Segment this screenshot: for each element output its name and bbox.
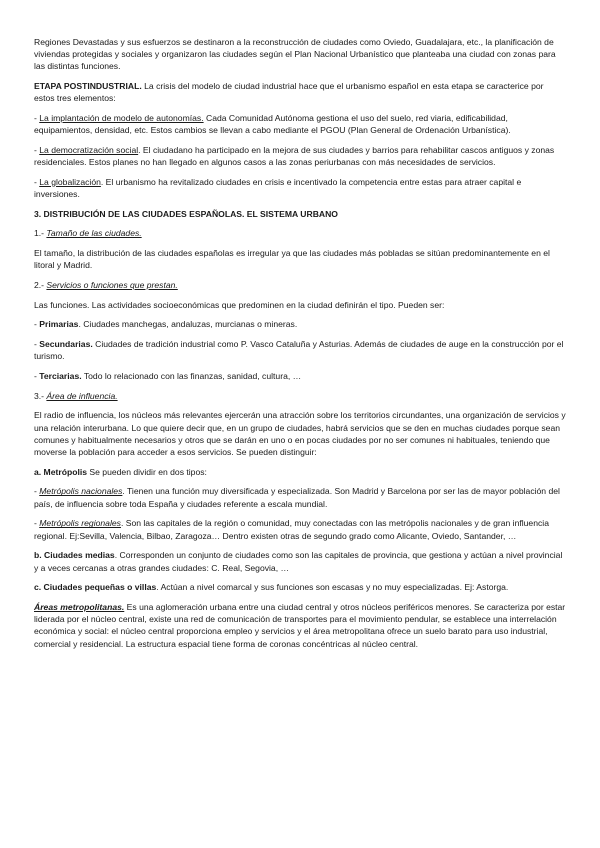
subsection-number: 2.-	[34, 280, 47, 291]
ciudades-pequenas	[34, 581, 566, 593]
subsection-title: Área de influencia.	[46, 390, 118, 401]
etapa-title: ETAPA POSTINDUSTRIAL.	[34, 81, 142, 92]
element-text: . El urbanismo ha revitalizado ciudades en crisis e incentivado la competencia entre estas para atraer capital e inversiones.	[34, 176, 522, 200]
subsection-1-text: El tamaño, la distribución de las ciudades españolas es irregular ya que las ciudades más pobladas se sitúan predominantemente en el litoral y Madrid.	[34, 248, 550, 271]
subsection-number: 3.-	[34, 390, 47, 401]
element-term: La implantación de modelo de autonomías.	[39, 113, 204, 124]
metropolis-heading	[34, 466, 566, 478]
subsection-3-heading	[34, 390, 566, 402]
metropolis-term: Metrópolis regionales	[39, 518, 121, 529]
bullet-dash: -	[34, 144, 40, 155]
subsection-3-text: El radio de influencia, los núcleos más relevantes ejercerán una atracción sobre los territorios circundantes, una organización de servicios y una relación interurbana. Lo que quiere decir que, en un grupo de ciudades, habrá servicios que se den en muchas ciudades porque sean comunes y habitualmente necesarios y otros que se darán en uno o en pocas ciudades por no ser comunes ni habituales, teniendo que moverse la población para acceder a esos servicios. Se pueden distinguir:	[34, 410, 566, 458]
element-globalizacion	[34, 176, 566, 200]
metropolis-term: Metrópolis nacionales	[39, 486, 123, 497]
ciudades-medias	[34, 549, 566, 573]
bullet-dash: -	[34, 319, 40, 330]
subsection-title: Tamaño de las ciudades.	[46, 228, 142, 239]
paragraph-regiones-devastadas: Regiones Devastadas y sus esfuerzos se destinaron a la reconstrucción de ciudades como Oviedo, Guadalajara, etc., la planificación de viviendas protegidas y sociales y organizaron las ciudades según el Plan Nacional Urbanístico que planteaba una ciudad con zonas para las distintas funciones.	[34, 37, 556, 72]
areas-text: Es una aglomeración urbana entre una ciudad central y otros núcleos periféricos menores. Se caracteriza por estar liderada por el núcleo central, existe una red de comunicación de transportes para el movimiento pendular, se establece una interrelación económica y social: el núcleo central proporciona empleo y servicios y el área metropolitana ofrece un suelo barato para uso industrial, comercial y residencial. La estructura espacial tiene forma de coronas concéntricas al núcleo central.	[34, 601, 566, 649]
element-text: Cada Comunidad Autónoma gestiona el uso del suelo, red viaria, edificabilidad, equipamientos, densidad, etc. Estos cambios se llevan a cabo mediante el PGOU (Plan General de Ordenación Urbanística).	[34, 113, 511, 136]
metropolis-type-text: . Son las capitales de la región o comunidad, muy conectadas con las metrópolis nacionales y de gran influencia regional. Ej:Sevilla, Valencia, Bilbao, Zaragoza… Dentro existen otras de segundo grado como Alicante, Oviedo, Santander, …	[34, 518, 549, 541]
pequenas-label: c. Ciudades pequeñas o villas	[34, 582, 157, 593]
bullet-dash: -	[34, 339, 40, 350]
funcion-term: Secundarias.	[39, 339, 93, 350]
bullet-dash: -	[34, 518, 40, 529]
element-autonomias	[34, 112, 566, 136]
bullet-dash: -	[34, 176, 40, 187]
areas-metropolitanas	[34, 601, 566, 650]
funcion-text: Todo lo relacionado con las finanzas, sanidad, cultura, …	[81, 371, 302, 382]
subsection-title: Servicios o funciones que prestan.	[46, 280, 178, 291]
funcion-term: Terciarias.	[39, 371, 82, 382]
element-text: . El ciudadano ha participado en la mejora de sus ciudades y barrios para rehabilitar cascos antiguos y zonas residenciales. Estos planes no han llegado en algunos casos a las zonas periurbanas con más necesidades de servicios.	[34, 144, 555, 168]
metropolis-label: a. Metrópolis	[34, 466, 88, 477]
funcion-text: . Ciudades manchegas, andaluzas, murcianas o mineras.	[78, 319, 298, 330]
medias-label: b. Ciudades medias	[34, 550, 115, 561]
etapa-text: La crisis del modelo de ciudad industrial hace que el urbanismo español en esta etapa se caracterice por estos tres elementos:	[34, 81, 544, 104]
paragraph-etapa-postindustrial	[34, 80, 566, 104]
bullet-dash: -	[34, 486, 40, 497]
medias-text: . Corresponden un conjunto de ciudades como son las capitales de provincia, que gestiona y actúan a nivel provincial y a veces cercanas a otras grandes ciudades: C. Real, Segovia, …	[34, 550, 563, 573]
element-term: La globalización	[39, 176, 101, 187]
areas-label: Áreas metropolitanas.	[34, 601, 125, 612]
funcion-text: Ciudades de tradición industrial como P. Vasco Cataluña y Asturias. Además de ciudades de auge en la construcción por el turismo.	[34, 339, 564, 362]
metropolis-type-text: . Tienen una función muy diversificada y especializada. Son Madrid y Barcelona por ser las de mayor población del país, de influencia sobre toda España y ciudades referente a escala mundial.	[34, 486, 560, 509]
section-3-heading: 3. DISTRIBUCIÓN DE LAS CIUDADES ESPAÑOLAS. EL SISTEMA URBANO	[34, 208, 338, 219]
metropolis-regionales	[34, 517, 566, 541]
element-democratizacion	[34, 144, 566, 168]
funcion-secundarias	[34, 338, 566, 362]
element-term: La democratización social	[39, 144, 139, 155]
bullet-dash: -	[34, 113, 40, 124]
funcion-terciarias	[34, 370, 566, 382]
subsection-2-text: Las funciones. Las actividades socioeconómicas que predominen en la ciudad definirán el tipo. Pueden ser:	[34, 299, 445, 310]
subsection-2-heading	[34, 279, 566, 291]
funcion-term: Primarias	[39, 319, 79, 330]
subsection-1-heading	[34, 227, 566, 239]
metropolis-text: Se pueden dividir en dos tipos:	[87, 466, 207, 477]
bullet-dash: -	[34, 371, 40, 382]
funcion-primarias	[34, 318, 566, 330]
metropolis-nacionales	[34, 485, 566, 509]
subsection-number: 1.-	[34, 228, 47, 239]
pequenas-text: . Actúan a nivel comarcal y sus funciones son escasas y no muy especializadas. Ej: Astorga.	[156, 582, 509, 593]
